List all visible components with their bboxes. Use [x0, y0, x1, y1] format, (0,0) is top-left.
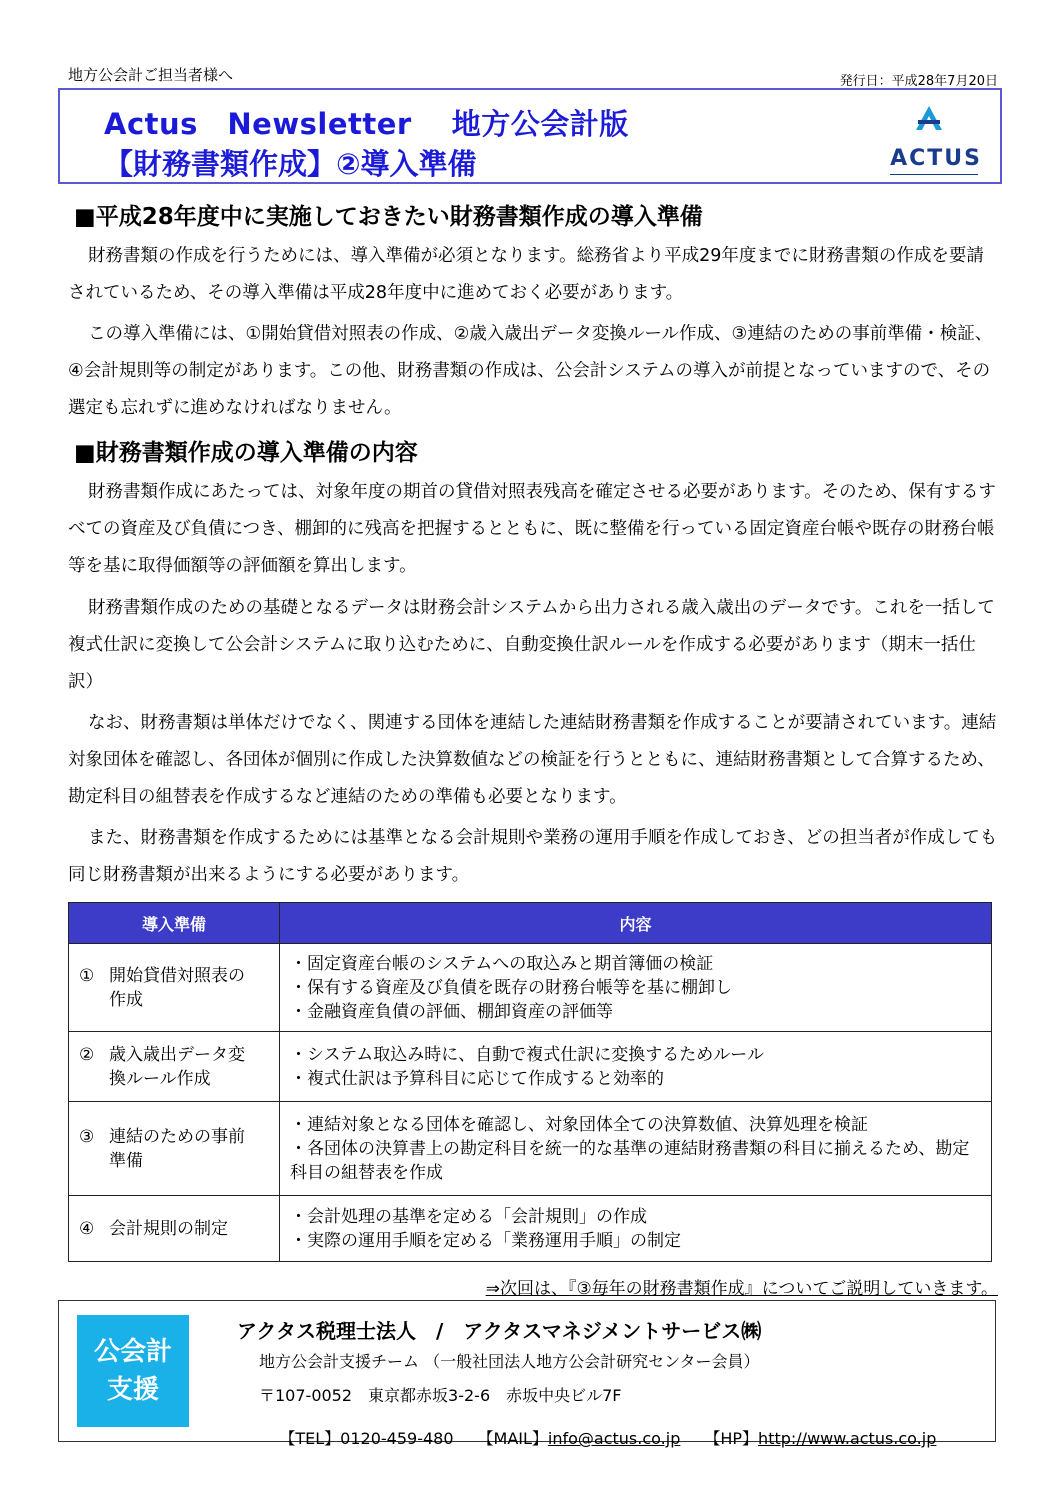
support-team: 地方公会計支援チーム （一般社団法人地方公会計研究センター会員）	[259, 1352, 760, 1371]
table-cell-item	[69, 1102, 280, 1196]
badge-line2: 支援	[106, 1375, 159, 1405]
table-row	[69, 1102, 992, 1196]
detail-line: ・複式仕訳は予算科目に応じて作成すると効率的	[290, 1068, 664, 1089]
addressee: 地方公会計ご担当者様へ	[68, 66, 234, 84]
next-issue-notice: ⇒次回は、『③毎年の財務書類作成』についてご説明していきます。	[485, 1279, 998, 1299]
section2-para1-text: 財務書類作成にあたっては、対象年度の期首の貸借対照表残高を確定させる必要があります。そのため、保有するすべての資産及び負債につき、棚卸的に残高を把握するとともに、既に整備を行っている固定資産台帳や既存の財務台帳等を基に取得価額等の評価額を算出します。	[68, 482, 996, 576]
detail-line: ・各団体の決算書上の勘定科目を統一的な基準の連結財務書類の科目に揃えるため、勘定科目の組替表を作成	[290, 1138, 970, 1183]
row-name: 連結のための事前準備	[109, 1126, 245, 1171]
tel-label: 【TEL】	[279, 1429, 341, 1448]
detail-line: ・固定資産台帳のシステムへの取込みと期首簿価の検証	[290, 953, 714, 974]
table-header-preparation: 導入準備	[69, 903, 280, 944]
table-row	[69, 944, 992, 1032]
newsletter-subtitle: 【財務書類作成】②導入準備	[104, 147, 477, 181]
table-cell-details	[280, 944, 992, 1032]
section2-para3-text: なお、財務書類は単体だけでなく、関連する団体を連結した連結財務書類を作成することが要請されています。連結対象団体を確認し、各団体が個別に作成した決算数値などの検証を行うとともに、連結財務書類として合算するため、勘定科目の組替表を作成するなど連結のための準備も必要となります。	[68, 713, 997, 807]
section2-para2-text: 財務書類作成のための基礎となるデータは財務会計システムから出力される歳入歳出のデータです。これを一括して複式仕訳に変換して公会計システムに取り込むために、自動変換仕訳ルールを作成する必要があります（期末一括仕訳）	[68, 598, 995, 692]
badge-line1: 公会計	[93, 1337, 172, 1367]
detail-line: ・システム取込み時に、自動で複式仕訳に変換するためルール	[290, 1044, 764, 1065]
address: 〒107-0052 東京都赤坂3-2-6 赤坂中央ビル7F	[259, 1386, 622, 1405]
logo-underline	[890, 174, 978, 179]
row-number: ③	[79, 1126, 95, 1147]
issue-date: 発行日：平成28年7月20日	[839, 74, 998, 89]
mail-link[interactable]: info@actus.co.jp	[547, 1429, 681, 1448]
row-name: 会計規則の制定	[109, 1218, 228, 1239]
section2-para4-text: また、財務書類を作成するためには基準となる会計規則や業務の運用手順を作成しておき、どの担当者が作成しても同じ財務書類が出来るようにする必要があります。	[68, 828, 998, 885]
actus-logo-text: ACTUS	[890, 146, 982, 171]
newsletter-title: Actus Newsletter 地方公会計版	[104, 107, 629, 141]
table-cell-details	[280, 1196, 992, 1262]
footer	[58, 1300, 996, 1448]
table-cell-details	[280, 1102, 992, 1196]
section1-paragraph	[68, 238, 998, 312]
section1-paragraph	[68, 316, 998, 427]
table-cell-details	[280, 1032, 992, 1102]
section2-paragraph	[68, 820, 998, 894]
section2-paragraph	[68, 474, 998, 585]
public-accounting-badge	[77, 1315, 189, 1427]
actus-logo-icon	[912, 104, 946, 132]
table-cell-item	[69, 1032, 280, 1102]
table-header-row	[69, 903, 992, 944]
table-cell-item	[69, 1196, 280, 1262]
row-name: 開始貸借対照表の作成	[109, 965, 245, 1010]
detail-line: ・金融資産負債の評価、棚卸資産の評価等	[290, 1001, 613, 1022]
preparation-table	[68, 902, 992, 1262]
tel-number: 0120-459-480	[340, 1429, 454, 1448]
mail-label: 【MAIL】	[485, 1429, 548, 1448]
table-row	[69, 1032, 992, 1102]
section2-heading: ■財務書類作成の導入準備の内容	[74, 440, 418, 466]
section1-heading: ■平成28年度中に実施しておきたい財務書類作成の導入準備	[74, 204, 703, 230]
hp-label: 【HP】	[712, 1429, 759, 1448]
section2-paragraph	[68, 705, 998, 816]
row-number: ②	[79, 1044, 95, 1065]
detail-line: ・保有する資産及び負債を既存の財務台帳等を基に棚卸し	[290, 977, 732, 998]
table-row	[69, 1196, 992, 1262]
section1-para1-text: 財務書類の作成を行うためには、導入準備が必須となります。総務省より平成29年度までに財務書類の作成を要請されているため、その導入準備は平成28年度中に進めておく必要があります。	[68, 246, 984, 303]
newsletter-header	[58, 88, 1002, 184]
table-cell-item	[69, 944, 280, 1032]
detail-line: ・連結対象となる団体を確認し、対象団体全ての決算数値、決算処理を検証	[290, 1114, 868, 1135]
detail-line: ・実際の運用手順を定める「業務運用手順」の制定	[290, 1230, 681, 1251]
table-header-content: 内容	[280, 903, 992, 944]
firm-names: アクタス税理士法人 / アクタスマネジメントサービス㈱	[237, 1319, 762, 1343]
row-number: ①	[79, 965, 95, 986]
section1-para2-text: この導入準備には、①開始貸借対照表の作成、②歳入歳出データ変換ルール作成、③連結のための事前準備・検証、④会計規則等の制定があります。この他、財務書類の作成は、公会計システムの導入が前提となっていますので、その選定も忘れずに進めなければなりません。	[68, 324, 993, 418]
contact-info	[259, 1407, 936, 1468]
detail-line: ・会計処理の基準を定める「会計規則」の作成	[290, 1206, 647, 1227]
row-name: 歳入歳出データ変換ルール作成	[109, 1044, 245, 1089]
section2-paragraph	[68, 590, 998, 701]
row-number: ④	[79, 1218, 95, 1239]
homepage-link[interactable]: http://www.actus.co.jp	[758, 1429, 937, 1448]
